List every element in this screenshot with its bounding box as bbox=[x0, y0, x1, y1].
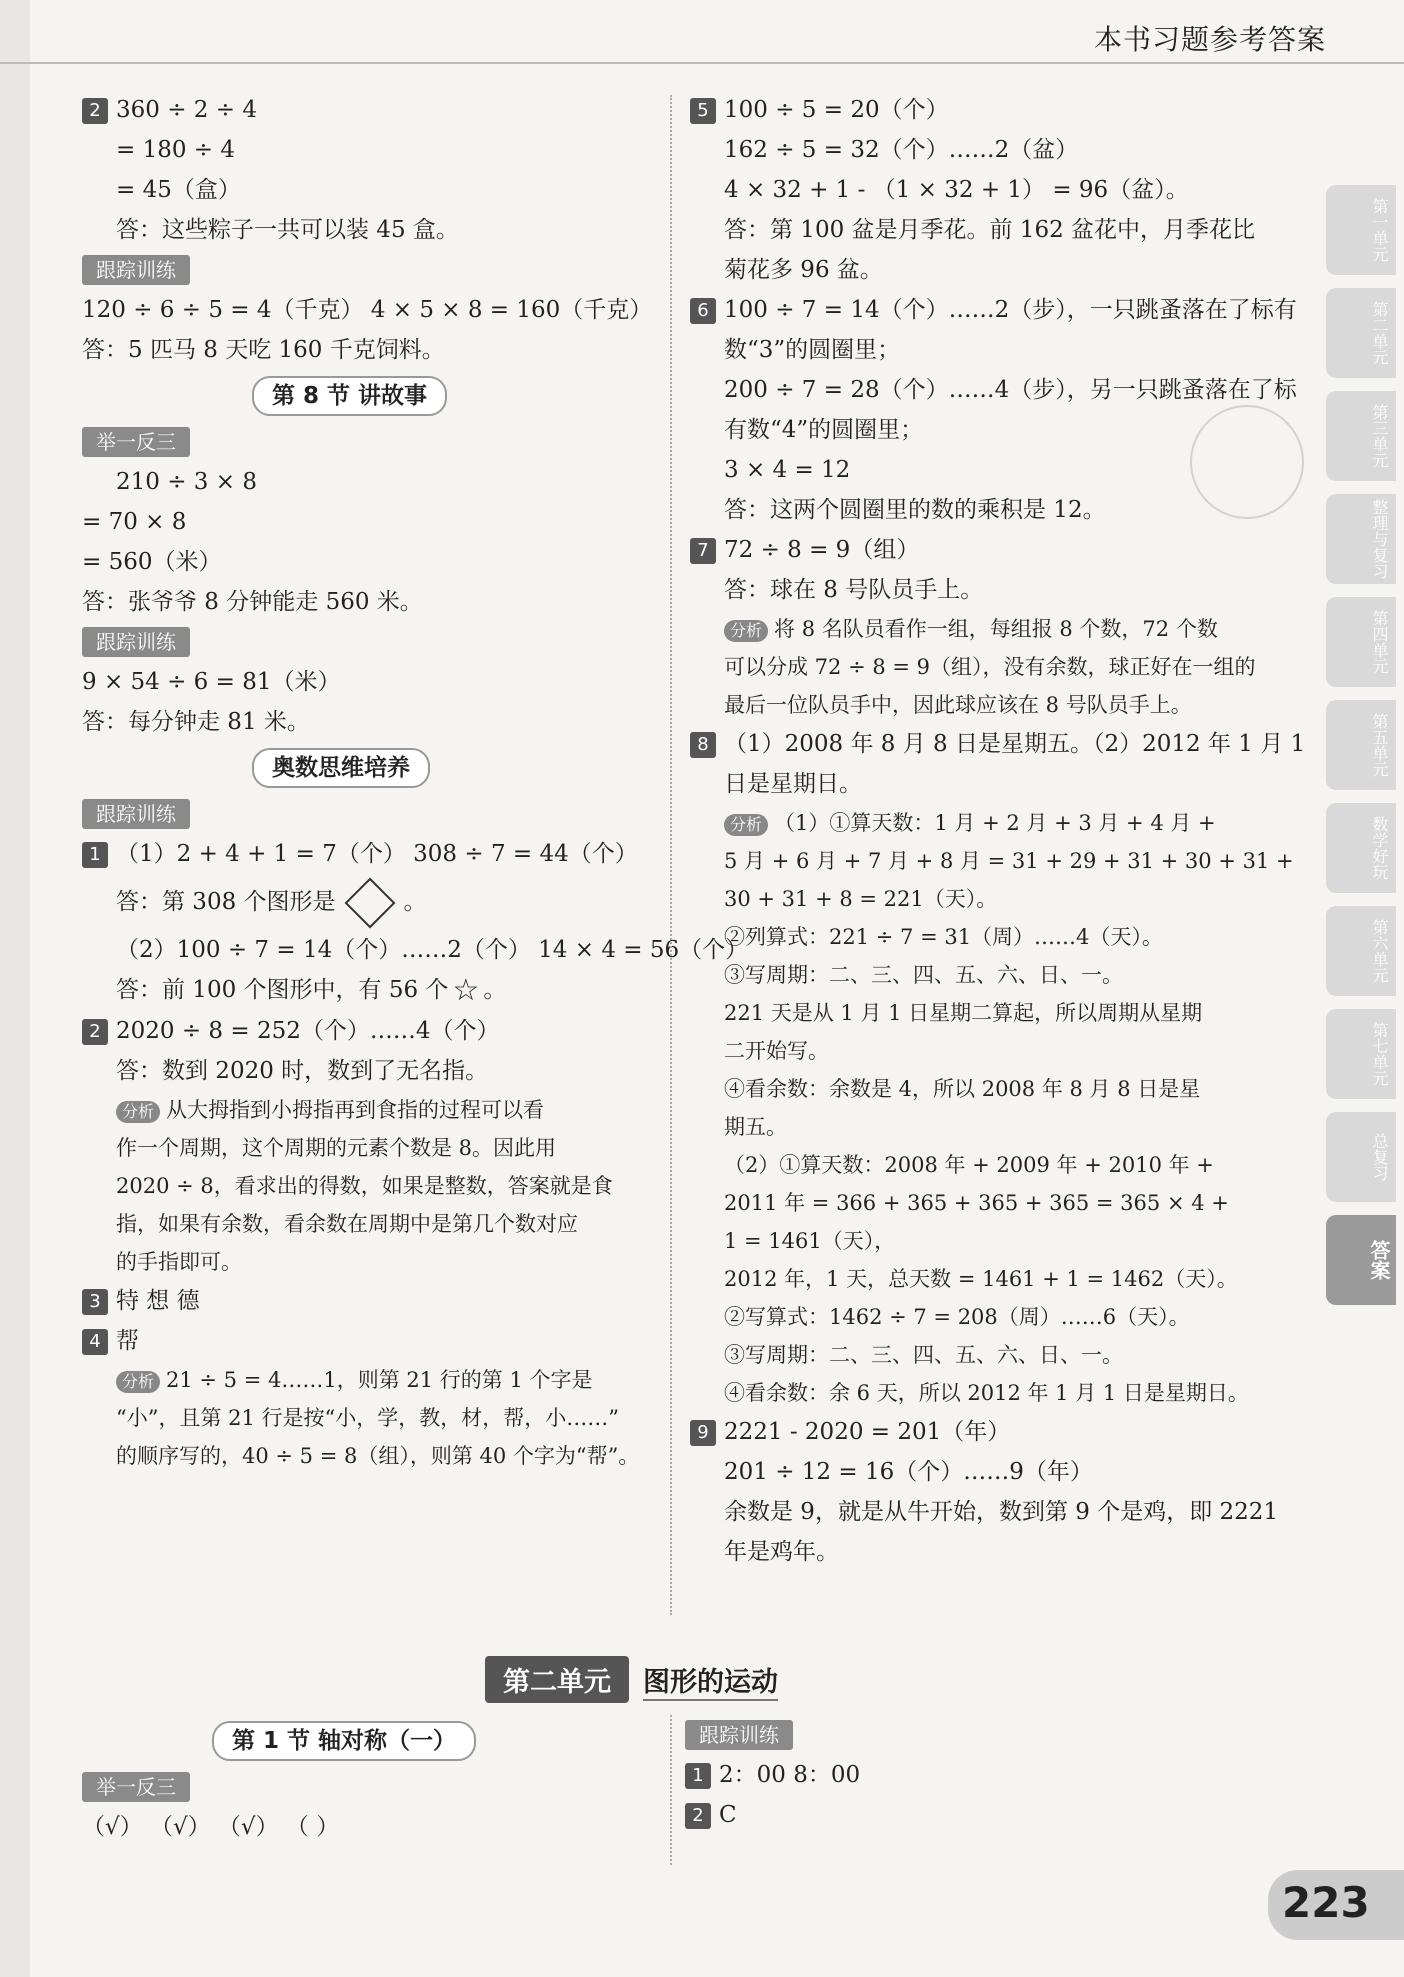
text-line: 余数是 9，就是从牛开始，数到第 9 个是鸡，即 2221 bbox=[724, 1499, 1279, 1525]
question-number: 8 bbox=[690, 732, 716, 758]
text-line: 2020 ÷ 8，看求出的得数，如果是整数，答案就是食 bbox=[116, 1174, 613, 1198]
tab-unit-2[interactable]: 第二单元 bbox=[1326, 288, 1396, 378]
text-line: 120 ÷ 6 ÷ 5 = 4（千克） 4 × 5 × 8 = 160（千克） bbox=[82, 297, 653, 323]
text-line: 1 = 1461（天）， bbox=[724, 1229, 896, 1253]
text-line: = 560（米） bbox=[82, 549, 222, 575]
tag-genzong: 跟踪训练 bbox=[82, 627, 190, 657]
text-line: 指，如果有余数，看余数在周期中是第几个数对应 bbox=[116, 1212, 578, 1236]
tab-answers[interactable]: 答案 bbox=[1326, 1215, 1396, 1305]
section-title-aoshu: 奥数思维培养 bbox=[252, 748, 430, 788]
text-line: ②写算式：1462 ÷ 7 = 208（周）……6（天）。 bbox=[724, 1305, 1190, 1329]
analysis-badge: 分析 bbox=[116, 1371, 160, 1393]
text-line: 162 ÷ 5 = 32（个）……2（盆） bbox=[724, 137, 1079, 163]
text-line: 可以分成 72 ÷ 8 = 9（组），没有余数，球正好在一组的 bbox=[724, 655, 1256, 679]
text-line: 9 × 54 ÷ 6 = 81（米） bbox=[82, 669, 341, 695]
text-line: 数“3”的圆圈里； bbox=[724, 337, 901, 363]
text-line: 日是星期日。 bbox=[724, 771, 862, 797]
bottom-right-column bbox=[685, 1715, 1265, 1835]
text-line: = 180 ÷ 4 bbox=[116, 137, 236, 163]
tag-juyi: 举一反三 bbox=[82, 1772, 190, 1802]
text-line: 答：前 100 个图形中，有 56 个 bbox=[116, 977, 449, 1003]
question-number: 5 bbox=[690, 98, 716, 124]
text-line: 72 ÷ 8 = 9（组） bbox=[724, 537, 920, 563]
text-line: 二开始写。 bbox=[724, 1039, 829, 1063]
text-line: C bbox=[719, 1802, 737, 1828]
analysis-badge: 分析 bbox=[116, 1101, 160, 1123]
tab-math-fun[interactable]: 数学好玩 bbox=[1326, 803, 1396, 893]
tab-unit-5[interactable]: 第五单元 bbox=[1326, 700, 1396, 790]
bottom-left-column bbox=[82, 1715, 662, 1847]
question-number: 4 bbox=[82, 1329, 108, 1355]
text-line: “小”，且第 21 行是按“小，学，教，材，帮，小……” bbox=[116, 1406, 620, 1430]
text-line: ③写周期：二、三、四、五、六、日、一。 bbox=[724, 1343, 1123, 1367]
diamond-icon bbox=[344, 878, 395, 929]
text-line: 21 ÷ 5 = 4……1，则第 21 行的第 1 个字是 bbox=[166, 1368, 593, 1392]
tab-unit-1[interactable]: 第一单元 bbox=[1326, 185, 1396, 275]
answers-line: （√） （√） （√） （ ） bbox=[82, 1814, 340, 1840]
text-line: 2011 年 = 366 + 365 + 365 + 365 = 365 × 4 + bbox=[724, 1191, 1229, 1215]
text-line: = 70 × 8 bbox=[82, 509, 187, 535]
text-line: 答：每分钟走 81 米。 bbox=[82, 709, 310, 735]
right-column bbox=[690, 90, 1306, 1572]
text-line: 的手指即可。 bbox=[116, 1250, 242, 1274]
text-line: 有数“4”的圆圈里； bbox=[724, 417, 924, 443]
text-line: （1）2008 年 8 月 8 日是星期五。（2）2012 年 1 月 1 bbox=[724, 731, 1306, 757]
tab-review[interactable]: 整理与复习 bbox=[1326, 494, 1396, 584]
text-line: 答：球在 8 号队员手上。 bbox=[724, 577, 984, 603]
text-line: 答：数到 2020 时，数到了无名指。 bbox=[116, 1058, 489, 1084]
text-line: 答：张爷爷 8 分钟能走 560 米。 bbox=[82, 589, 423, 615]
tag-juyi: 举一反三 bbox=[82, 427, 190, 457]
text-line: 2：00 8：00 bbox=[719, 1762, 861, 1788]
text-line: （2）100 ÷ 7 = 14（个）……2（个） 14 × 4 = 56（个） bbox=[116, 937, 749, 963]
text-line: 200 ÷ 7 = 28（个）……4（步），另一只跳蚤落在了标 bbox=[724, 377, 1297, 403]
text-line: （1）2 + 4 + 1 = 7（个） 308 ÷ 7 = 44（个） bbox=[116, 841, 638, 867]
text-line: （2）①算天数：2008 年 + 2009 年 + 2010 年 + bbox=[724, 1153, 1214, 1177]
question-number: 2 bbox=[82, 1019, 108, 1045]
text-line: 年是鸡年。 bbox=[724, 1539, 839, 1565]
tag-genzong: 跟踪训练 bbox=[82, 255, 190, 285]
watermark-stamp bbox=[1190, 405, 1304, 519]
question-number: 2 bbox=[82, 98, 108, 124]
text-line: 3 × 4 = 12 bbox=[724, 457, 851, 483]
page-number: 223 bbox=[1282, 1878, 1370, 1927]
text-line: ④看余数：余数是 4，所以 2008 年 8 月 8 日是星 bbox=[724, 1077, 1201, 1101]
text-line: = 45（盒） bbox=[116, 177, 241, 203]
analysis-badge: 分析 bbox=[724, 814, 768, 836]
text-line: 100 ÷ 7 = 14（个）……2（步），一只跳蚤落在了标有 bbox=[724, 297, 1297, 323]
tab-unit-6[interactable]: 第六单元 bbox=[1326, 906, 1396, 996]
text-line: 2020 ÷ 8 = 252（个）……4（个） bbox=[116, 1018, 500, 1044]
text-line: 221 天是从 1 月 1 日星期二算起，所以周期从星期 bbox=[724, 1001, 1203, 1025]
text-line: 将 8 名队员看作一组，每组报 8 个数，72 个数 bbox=[774, 617, 1218, 641]
text-line: 201 ÷ 12 = 16（个）……9（年） bbox=[724, 1459, 1093, 1485]
tag-genzong: 跟踪训练 bbox=[685, 1720, 793, 1750]
question-number: 1 bbox=[82, 842, 108, 868]
unit-banner bbox=[485, 1656, 778, 1703]
column-divider bbox=[670, 1715, 672, 1865]
header-title: 本书习题参考答案 bbox=[1093, 23, 1326, 56]
text-line: 4 × 32 + 1 - （1 × 32 + 1） = 96（盆）。 bbox=[724, 177, 1189, 203]
section-title-8: 第 8 节 讲故事 bbox=[252, 376, 447, 416]
star-icon: ☆ bbox=[452, 973, 480, 1008]
section-title: 第 1 节 轴对称（一） bbox=[212, 1721, 476, 1761]
text-line: 360 ÷ 2 ÷ 4 bbox=[116, 97, 257, 123]
question-number: 9 bbox=[690, 1420, 716, 1446]
tab-unit-4[interactable]: 第四单元 bbox=[1326, 597, 1396, 687]
text-line: 特 想 德 bbox=[116, 1288, 200, 1314]
unit-badge: 第二单元 bbox=[485, 1656, 629, 1703]
text-line: 2221 - 2020 = 201（年） bbox=[724, 1419, 1011, 1445]
column-divider bbox=[670, 95, 672, 1615]
text-line: 答：这些粽子一共可以装 45 盒。 bbox=[116, 217, 459, 243]
text-line: 答：这两个圆圈里的数的乘积是 12。 bbox=[724, 497, 1106, 523]
text-line: 从大拇指到小拇指再到食指的过程可以看 bbox=[166, 1098, 545, 1122]
text-line: 最后一位队员手中，因此球应该在 8 号队员手上。 bbox=[724, 693, 1192, 717]
tab-final-review[interactable]: 总复习 bbox=[1326, 1112, 1396, 1202]
unit-title: 图形的运动 bbox=[643, 1660, 778, 1701]
book-spine bbox=[0, 0, 30, 1977]
question-number: 3 bbox=[82, 1289, 108, 1315]
text-line: ④看余数：余 6 天，所以 2012 年 1 月 1 日是星期日。 bbox=[724, 1381, 1249, 1405]
question-number: 2 bbox=[685, 1803, 711, 1829]
text-line: ②列算式：221 ÷ 7 = 31（周）……4（天）。 bbox=[724, 925, 1163, 949]
text-line: 答：第 308 个图形是 bbox=[116, 889, 336, 915]
text-line: 答：第 100 盆是月季花。前 162 盆花中，月季花比 bbox=[724, 217, 1256, 243]
question-number: 1 bbox=[685, 1763, 711, 1789]
side-tabs bbox=[1326, 185, 1404, 1318]
text-line: 210 ÷ 3 × 8 bbox=[116, 469, 257, 495]
text-line: 作一个周期，这个周期的元素个数是 8。因此用 bbox=[116, 1136, 557, 1160]
tag-genzong: 跟踪训练 bbox=[82, 799, 190, 829]
question-number: 6 bbox=[690, 298, 716, 324]
text-line: （1）①算天数：1 月 + 2 月 + 3 月 + 4 月 + bbox=[774, 811, 1216, 835]
text-line: 的顺序写的，40 ÷ 5 = 8（组），则第 40 个字为“帮”。 bbox=[116, 1444, 640, 1468]
text-line: 5 月 + 6 月 + 7 月 + 8 月 = 31 + 29 + 31 + 30 + 31 + bbox=[724, 849, 1294, 873]
tab-unit-7[interactable]: 第七单元 bbox=[1326, 1009, 1396, 1099]
page-number-badge bbox=[1268, 1870, 1404, 1940]
tab-unit-3[interactable]: 第三单元 bbox=[1326, 391, 1396, 481]
text-line: 期五。 bbox=[724, 1115, 787, 1139]
text-line: 菊花多 96 盆。 bbox=[724, 257, 883, 283]
text-line: 30 + 31 + 8 = 221（天）。 bbox=[724, 887, 998, 911]
text-line: 100 ÷ 5 = 20（个） bbox=[724, 97, 949, 123]
text-line: 答：5 匹马 8 天吃 160 千克饲料。 bbox=[82, 337, 445, 363]
text-line: 帮 bbox=[116, 1328, 139, 1354]
text-line: ③写周期：二、三、四、五、六、日、一。 bbox=[724, 963, 1123, 987]
question-number: 7 bbox=[690, 538, 716, 564]
analysis-badge: 分析 bbox=[724, 620, 768, 642]
left-column: 2 360 ÷ 2 ÷ 4 = 180 ÷ 4 = 45（盒） 答：这些粽子一共可以装 45 盒。 跟踪训练 120 ÷ 6 ÷ 5 = 4（千克） 4 × 5 × 8 = 160（千克） 答：5 匹马 8 天吃 160 千克饲料。 第 8 节 讲故事 举一反三 210 ÷ 3 × 8 = 70 × 8 = 560（米） 答：张爷爷 8 分钟能走 560 米。 跟踪训练 9 × 54 ÷ 6 = 81（米） 答：每分钟走 81 米。 奥数思维培养 跟踪训练 1 （1）2 + 4 + 1 = 7（个） 308 ÷ 7 = 44（个） 答：第 308 个图形是 。 （2）100 ÷ 7 = 14（个）……2（个） 14 × 4 = 56（个） 答：前 100 个图形中，有 56 个 ☆ 。 2 2020 ÷ 8 = 252（个）……4（个） 答：数到 2020 时，数到了无名指。 分析 从大拇指到小拇指再到食指的过程可以看 作一个周期，这个周期的元素个数是 8。因此用 2020 ÷ 8，看求出的得数，如果是整数，答案就是食 指，如果有余数，看余数在周期中是第几个数对应 的手指即可。 3 特 想 德 4 帮 分析 21 ÷ 5 = 4……1，则第 21 行的第 1 个字是 “小”，且第 21 行是按“小，学，教，材，帮，小……” 的顺序写的，40 ÷ 5 = 8（组），则第 40 个字为“帮”。 bbox=[82, 90, 662, 1475]
text-line: 2012 年，1 天，总天数 = 1461 + 1 = 1462（天）。 bbox=[724, 1267, 1238, 1291]
